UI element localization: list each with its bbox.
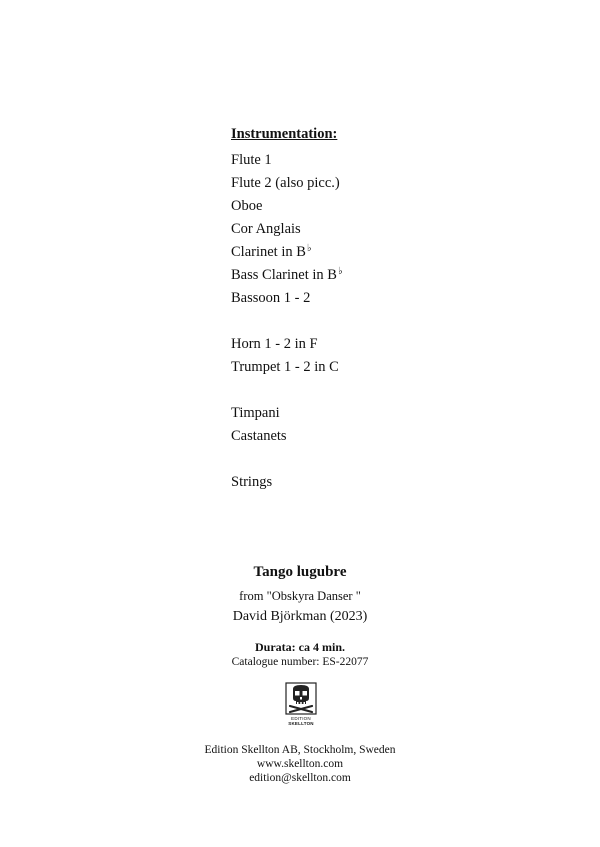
group-spacer [231,448,531,471]
piece-duration: Durata: ca 4 min. [255,640,345,654]
flat-symbol: ♭ [337,266,343,277]
flat-symbol: ♭ [306,243,312,254]
instrument-item: Bass Clarinet in B♭ [231,266,343,283]
skull-logo-icon [285,682,317,715]
piece-title: Tango lugubre [253,564,347,580]
logo-word-skellton: SKELLTON [288,721,314,726]
publisher-name: Edition Skellton AB, Stockholm, Sweden [204,744,396,756]
instrument-item: Flute 1 [231,152,272,168]
instrument-item: Oboe [231,198,263,214]
instrument-item: Cor Anglais [231,221,301,237]
instrument-item: Castanets [231,428,287,444]
piece-source: from "Obskyra Danser " [239,589,361,603]
instrument-item: Trumpet 1 - 2 in C [231,359,339,375]
logo-word-edition: EDITION [291,716,311,721]
publisher-email: edition@skellton.com [249,772,351,784]
instrument-item: Strings [231,474,273,490]
instrument-item: Flute 2 (also picc.) [231,175,340,191]
instrument-list [231,149,531,494]
publisher-website: www.skellton.com [256,758,344,770]
instrument-item: Timpani [231,405,280,421]
publisher-logo [285,682,317,728]
instrument-item: Clarinet in B♭ [231,243,312,260]
instrumentation-section [231,126,531,494]
instrument-item: Horn 1 - 2 in F [231,336,318,352]
piece-composer: David Björkman (2023) [232,609,368,624]
instrumentation-heading: Instrumentation: [231,126,338,142]
group-spacer [231,310,531,333]
catalogue-number: Catalogue number: ES-22077 [231,656,369,668]
group-spacer [231,379,531,402]
instrument-item: Bassoon 1 - 2 [231,290,311,306]
